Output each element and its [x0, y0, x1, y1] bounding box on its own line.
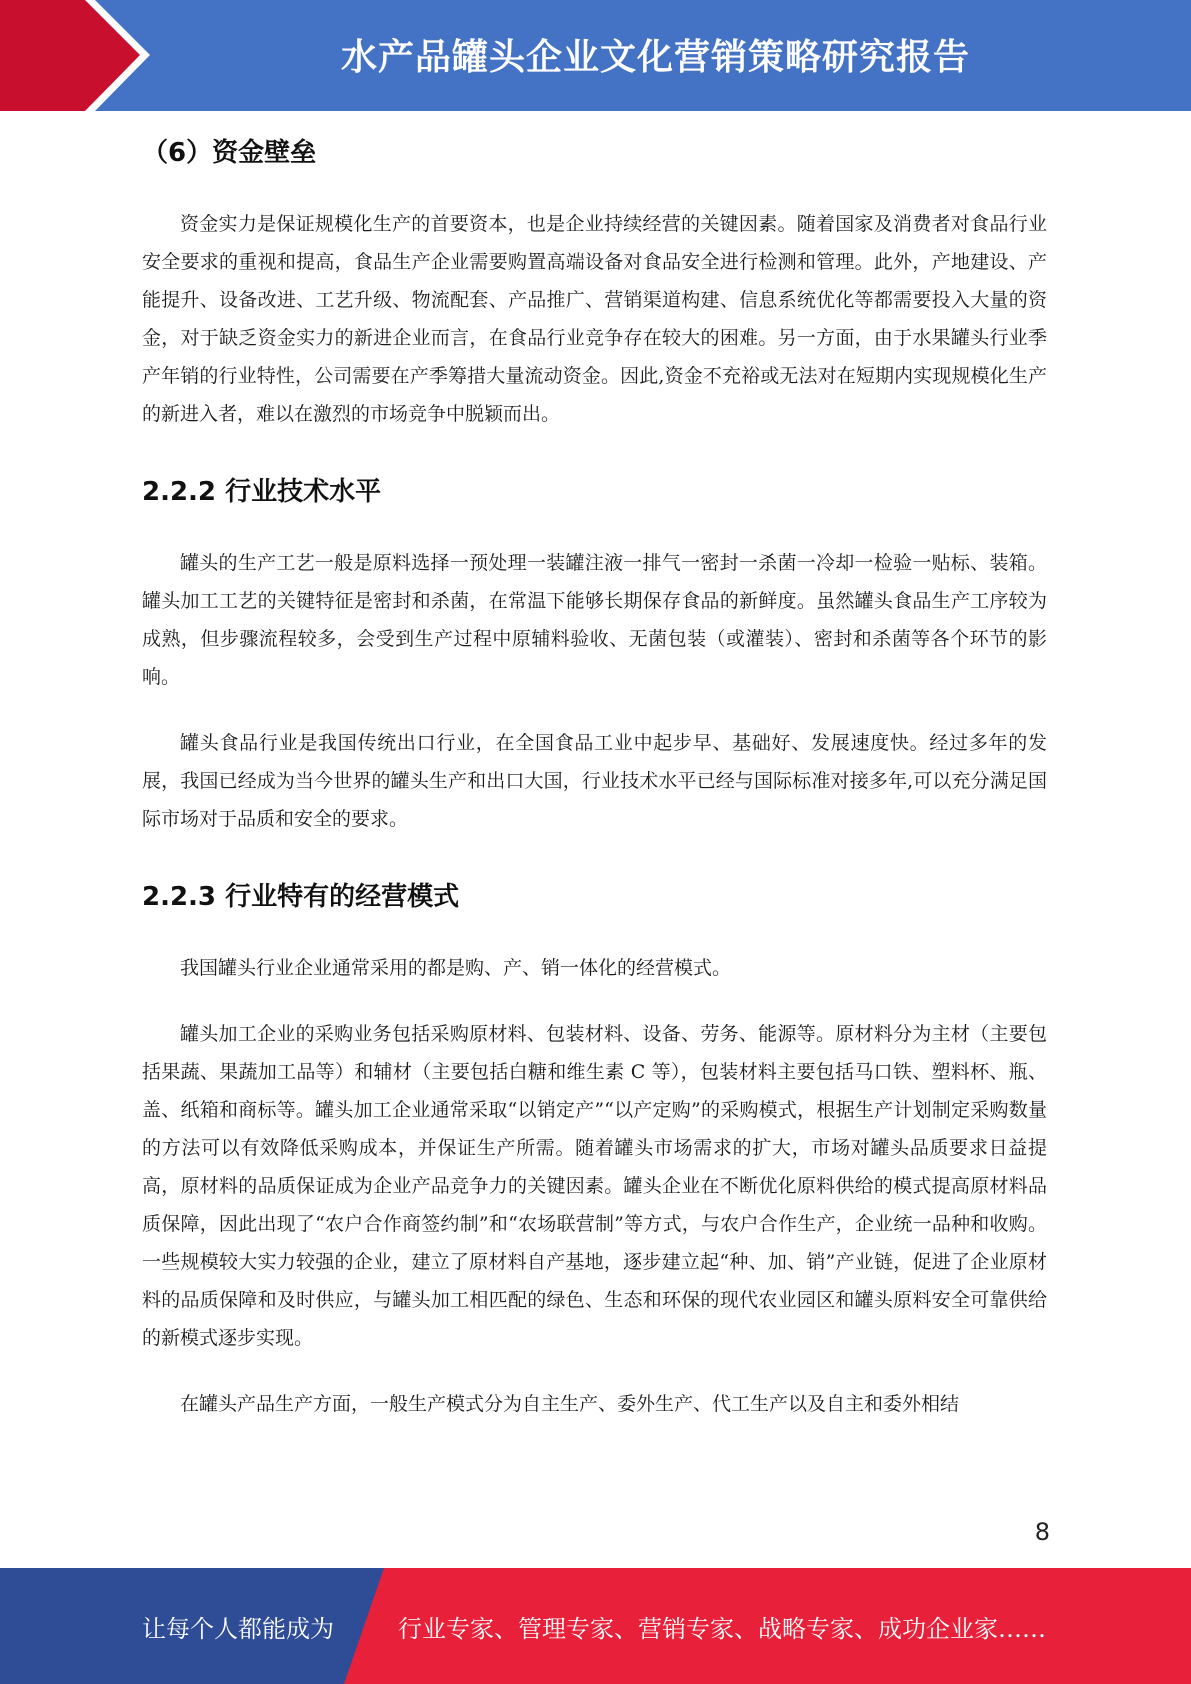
heading-technology-level: 2.2.2 行业技术水平 — [142, 477, 382, 507]
paragraph: 在罐头产品生产方面，一般生产模式分为自主生产、委外生产、代工生产以及自主和委外相结 — [180, 1393, 960, 1415]
document-title: 水产品罐头企业文化营销策略研究报告 — [340, 36, 970, 78]
footer-slogan-right: 行业专家、管理专家、营销专家、战略专家、成功企业家…… — [398, 1614, 1046, 1643]
footer-slogan-left: 让每个人都能成为 — [142, 1614, 334, 1643]
heading-business-model: 2.2.3 行业特有的经营模式 — [142, 882, 460, 912]
paragraph: 罐头加工企业的采购业务包括采购原材料、包装材料、设备、劳务、能源等。原材料分为主材（主要包括果蔬、果蔬加工品等）和辅材（主要包括白糖和维生素 C 等），包装材料主要包括马口铁、塑料杯、瓶、盖、纸箱和商标等。罐头加工企业通常采取“以销定产”“以产定购”的采购模式，根据生产计划制定采购数量的方法可以有效降低采购成本，并保证生产所需。随着罐头市场需求的扩大，市场对罐头品质要求日益提高，原材料的品质保证成为企业产品竞争力的关键因素。罐头企业在不断优化原料供给的模式提高原材料品质保障，因此出现了“农户合作商签约制”和“农场联营制”等方式，与农户合作生产，企业统一品种和收购。一些规模较大实力较强的企业，建立了原材料自产基地，逐步建立起“种、加、销”产业链，促进了企业原材料的品质保障和及时供应，与罐头加工相匹配的绿色、生态和环保的现代农业园区和罐头原料安全可靠供给的新模式逐步实现。 — [142, 1023, 1047, 1349]
page-footer — [0, 1568, 1191, 1684]
page-header — [0, 0, 1191, 111]
page-content — [142, 128, 1047, 1423]
page-number: 8 — [1034, 1518, 1050, 1546]
paragraph: 罐头的生产工艺一般是原料选择一预处理一装罐注液一排气一密封一杀菌一冷却一检验一贴标、装箱。罐头加工工艺的关键特征是密封和杀菌，在常温下能够长期保存食品的新鲜度。虽然罐头食品生产工序较为成熟，但步骤流程较多，会受到生产过程中原辅料验收、无菌包装（或灌装）、密封和杀菌等各个环节的影响。 — [142, 552, 1047, 688]
paragraph: 罐头食品行业是我国传统出口行业，在全国食品工业中起步早、基础好、发展速度快。经过多年的发展，我国已经成为当今世界的罐头生产和出口大国，行业技术水平已经与国际标准对接多年,可以充分满足国际市场对于品质和安全的要求。 — [142, 732, 1047, 830]
heading-capital-barrier: （6）资金壁垒 — [142, 138, 317, 168]
paragraph: 资金实力是保证规模化生产的首要资本，也是企业持续经营的关键因素。随着国家及消费者对食品行业安全要求的重视和提高，食品生产企业需要购置高端设备对食品安全进行检测和管理。此外，产地建设、产能提升、设备改进、工艺升级、物流配套、产品推广、营销渠道构建、信息系统优化等都需要投入大量的资金，对于缺乏资金实力的新进企业而言，在食品行业竞争存在较大的困难。另一方面，由于水果罐头行业季产年销的行业特性，公司需要在产季筹措大量流动资金。因此,资金不充裕或无法对在短期内实现规模化生产的新进入者，难以在激烈的市场竞争中脱颖而出。 — [142, 213, 1047, 425]
paragraph: 我国罐头行业企业通常采用的都是购、产、销一体化的经营模式。 — [180, 957, 732, 979]
